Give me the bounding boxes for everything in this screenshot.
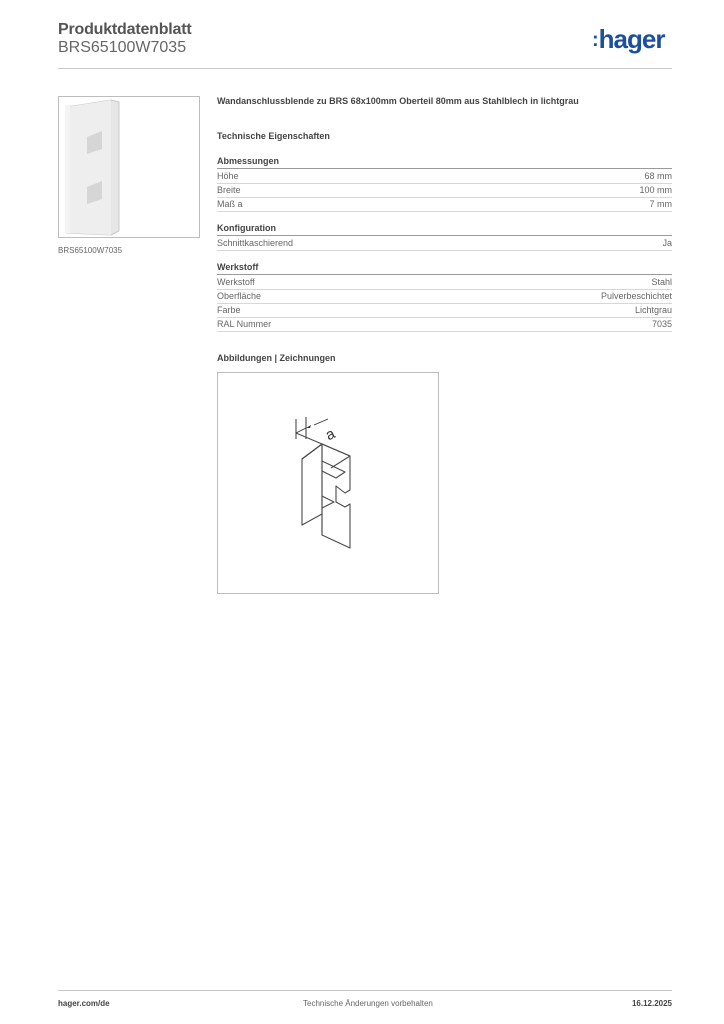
product-description: Wandanschlussblende zu BRS 68x100mm Oberteil 80mm aus Stahlblech in lichtgrau bbox=[217, 96, 579, 106]
spec-value: 68 mm bbox=[644, 171, 672, 181]
spec-value: Lichtgrau bbox=[634, 305, 672, 315]
product-thumbnail-graphic bbox=[59, 97, 199, 237]
section-title-drawings: Abbildungen | Zeichnungen bbox=[217, 353, 336, 363]
spec-row-dimension-a bbox=[217, 198, 672, 212]
spec-row-height bbox=[217, 170, 672, 184]
article-number: BRS65100W7035 bbox=[58, 39, 187, 56]
spec-value: 7035 bbox=[651, 319, 672, 329]
technical-drawing-graphic bbox=[218, 373, 438, 593]
spec-key: Breite bbox=[217, 185, 241, 195]
footer-date: 16.12.2025 bbox=[631, 999, 672, 1008]
spec-value: 7 mm bbox=[649, 199, 672, 209]
footer-divider bbox=[58, 990, 672, 991]
spec-row-width bbox=[217, 184, 672, 198]
spec-key: Höhe bbox=[217, 171, 239, 181]
spec-key: Farbe bbox=[217, 305, 241, 315]
dimension-label-a: a bbox=[323, 425, 338, 445]
spec-value: Stahl bbox=[651, 277, 672, 287]
spec-value: Ja bbox=[662, 238, 672, 248]
spec-key: Werkstoff bbox=[217, 277, 255, 287]
footer-disclaimer: Technische Änderungen vorbehalten bbox=[303, 999, 433, 1008]
spec-row-surface bbox=[217, 290, 672, 304]
spec-key: Oberfläche bbox=[217, 291, 262, 301]
spec-row-color bbox=[217, 304, 672, 318]
spec-row-cut-concealing bbox=[217, 237, 672, 251]
group-title-dimensions: Abmessungen bbox=[217, 156, 672, 169]
product-image-label: BRS65100W7035 bbox=[58, 246, 123, 255]
spec-key: Schnittkaschierend bbox=[217, 238, 294, 248]
page-title: Produktdatenblatt bbox=[58, 21, 192, 38]
group-title-material: Werkstoff bbox=[217, 262, 672, 275]
spec-key: Maß a bbox=[217, 199, 243, 209]
product-image bbox=[58, 96, 200, 238]
spec-value: 100 mm bbox=[639, 185, 672, 195]
spec-row-ral-number bbox=[217, 318, 672, 332]
spec-value: Pulverbeschichtet bbox=[600, 291, 672, 301]
section-title-properties: Technische Eigenschaften bbox=[217, 131, 330, 141]
technical-drawing bbox=[217, 372, 439, 594]
group-title-configuration: Konfiguration bbox=[217, 223, 672, 236]
spec-row-material bbox=[217, 276, 672, 290]
hager-logo[interactable]: :hager bbox=[592, 24, 665, 54]
spec-key: RAL Nummer bbox=[217, 319, 272, 329]
header-divider bbox=[58, 68, 672, 69]
footer-website-link[interactable]: hager.com/de bbox=[58, 999, 110, 1008]
